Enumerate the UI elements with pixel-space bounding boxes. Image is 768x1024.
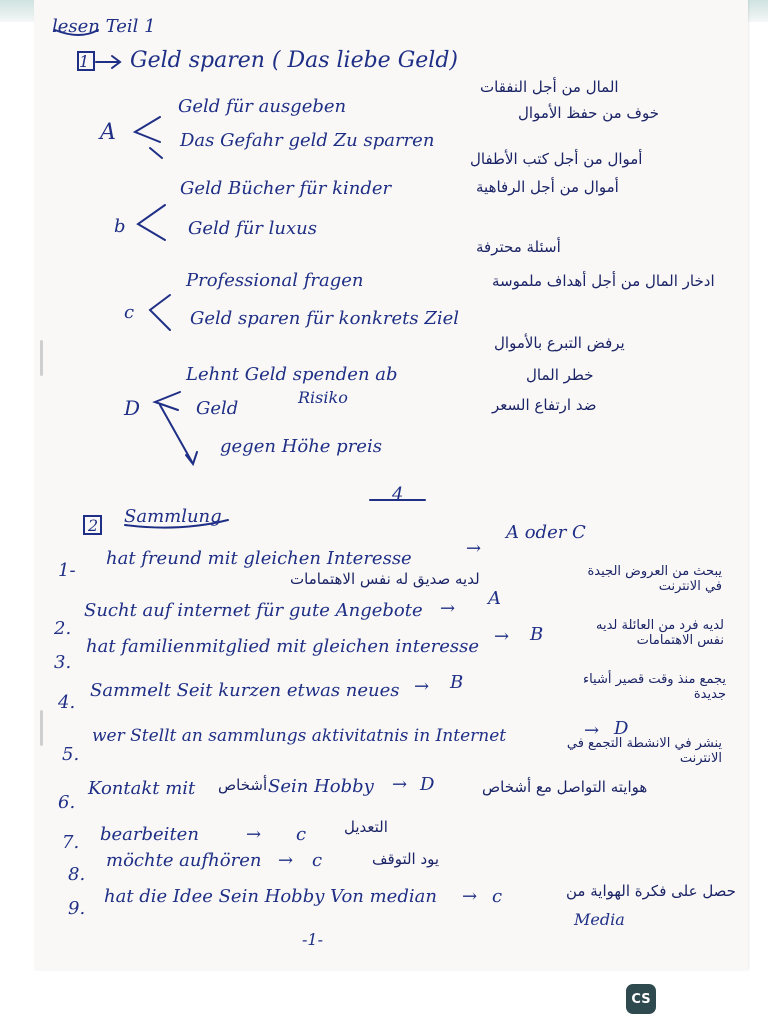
item-arrow: →	[278, 850, 294, 871]
item-arrow: →	[584, 720, 600, 741]
item-number: 3.	[54, 652, 72, 673]
group-a-line-1: Geld für ausgeben	[178, 96, 347, 117]
group-c-arabic-2: ادخار المال من أجل أهداف ملموسة	[492, 272, 715, 290]
group-c-letter: c	[124, 302, 135, 323]
item-text: bearbeiten	[100, 824, 199, 845]
group-b-letter: b	[114, 216, 126, 237]
item-arrow: →	[246, 824, 262, 845]
item-text: Kontakt mit	[88, 778, 196, 799]
item-arrow: →	[466, 538, 482, 559]
item-arabic: لديه صديق له نفس الاهتمامات	[290, 570, 480, 588]
group-d-line-3: Risiko	[298, 388, 348, 407]
item-number: 4.	[58, 692, 76, 713]
item-media-word: Media	[574, 910, 625, 929]
group-d-arabic-1: يرفض التبرع بالأموال	[494, 334, 625, 352]
group-d-arabic-2: خطر المال	[526, 366, 594, 384]
group-b-line-2: Geld für luxus	[188, 218, 317, 239]
item-text: hat familienmitglied mit gleichen interesse	[86, 636, 479, 657]
page-number: -1-	[302, 930, 323, 949]
item-text: wer Stellt an sammlungs aktivitatnis in Internet	[92, 726, 507, 746]
item-answer: B	[530, 624, 544, 645]
item-text: Sammelt Seit kurzen etwas neues	[90, 680, 400, 701]
item-answer: A	[488, 588, 501, 609]
item-arabic-side: ينشر في الانشطة التجمع في الانترنت	[566, 736, 722, 766]
item-number: 2.	[54, 618, 72, 639]
item-number: 9.	[68, 898, 86, 919]
group-a-line-2: Das Gefahr geld Zu sparren	[180, 130, 435, 151]
item-arabic: يود التوقف	[372, 850, 440, 868]
item-number: 1-	[58, 560, 76, 581]
item-arabic-side: يبحث من العروض الجيدة في الانترنت	[587, 564, 722, 594]
item-text: Sucht auf internet für gute Angebote	[84, 600, 423, 621]
item-arabic: هوايته التواصل مع أشخاص	[482, 778, 648, 796]
item-arabic-side: حصل على فكرة الهواية من	[566, 882, 736, 900]
group-d-letter: D	[124, 396, 141, 420]
item-answer: D	[614, 718, 629, 739]
group-b-line-1: Geld Bücher für kinder	[180, 178, 392, 199]
item-arrow: →	[414, 676, 430, 697]
item-answer: A oder C	[506, 522, 586, 543]
group-b-arabic-2: أموال من أجل الرفاهية	[476, 178, 619, 196]
item-answer: c	[296, 824, 307, 845]
item-arrow: →	[392, 774, 408, 795]
lesen-teil-label: lesen Teil 1	[52, 16, 156, 37]
item-arabic-inline: أشخاص	[218, 776, 268, 794]
item-text: hat freund mit gleichen Interesse	[106, 548, 412, 569]
group-c-line-2: Geld sparen für konkrets Ziel	[190, 308, 460, 329]
camscanner-logo: CS	[626, 984, 656, 1014]
group-b-arabic-1: أموال من أجل كتب الأطفال	[470, 150, 643, 168]
item-answer: c	[312, 850, 323, 871]
section-2-number: 2	[88, 516, 99, 535]
sammlung-title: Sammlung	[124, 506, 222, 527]
group-a-arabic-1: المال من أجل النفقات	[480, 78, 619, 96]
item-arrow: →	[440, 598, 456, 619]
item-arrow: →	[462, 886, 478, 907]
item-answer: B	[450, 672, 464, 693]
page-mark: 4	[392, 484, 404, 505]
section-title: Geld sparen ( Das liebe Geld)	[130, 48, 458, 73]
item-text: möchte aufhören	[106, 850, 262, 871]
group-d-line-2: Geld	[196, 398, 239, 419]
item-arabic-side: لديه فرد من العائلة لديه نفس الاهتمامات	[595, 618, 724, 648]
item-answer: c	[492, 886, 503, 907]
item-number: 6.	[58, 792, 76, 813]
group-a-letter: A	[100, 120, 116, 145]
group-d-line-4: gegen Höhe preis	[220, 436, 382, 457]
group-a-arabic-2: خوف من حفظ الأموال	[518, 104, 659, 122]
item-text: hat die Idee Sein Hobby Von median	[104, 886, 437, 907]
section-number: 1	[79, 52, 90, 71]
item-arabic: التعديل	[344, 818, 388, 836]
group-d-line-1: Lehnt Geld spenden ab	[186, 364, 398, 385]
item-number: 7.	[62, 832, 80, 853]
group-c-line-1: Professional fragen	[186, 270, 364, 291]
item-text-2: Sein Hobby	[268, 776, 374, 797]
group-d-arabic-3: ضد ارتفاع السعر	[492, 396, 597, 414]
item-arabic-side: يجمع منذ وقت قصير أشياء جديدة	[582, 672, 726, 702]
group-c-arabic-1: أسئلة محترفة	[476, 238, 561, 256]
item-answer: D	[420, 774, 435, 795]
item-number: 8.	[68, 864, 86, 885]
item-arrow: →	[494, 626, 510, 647]
item-number: 5.	[62, 744, 80, 765]
